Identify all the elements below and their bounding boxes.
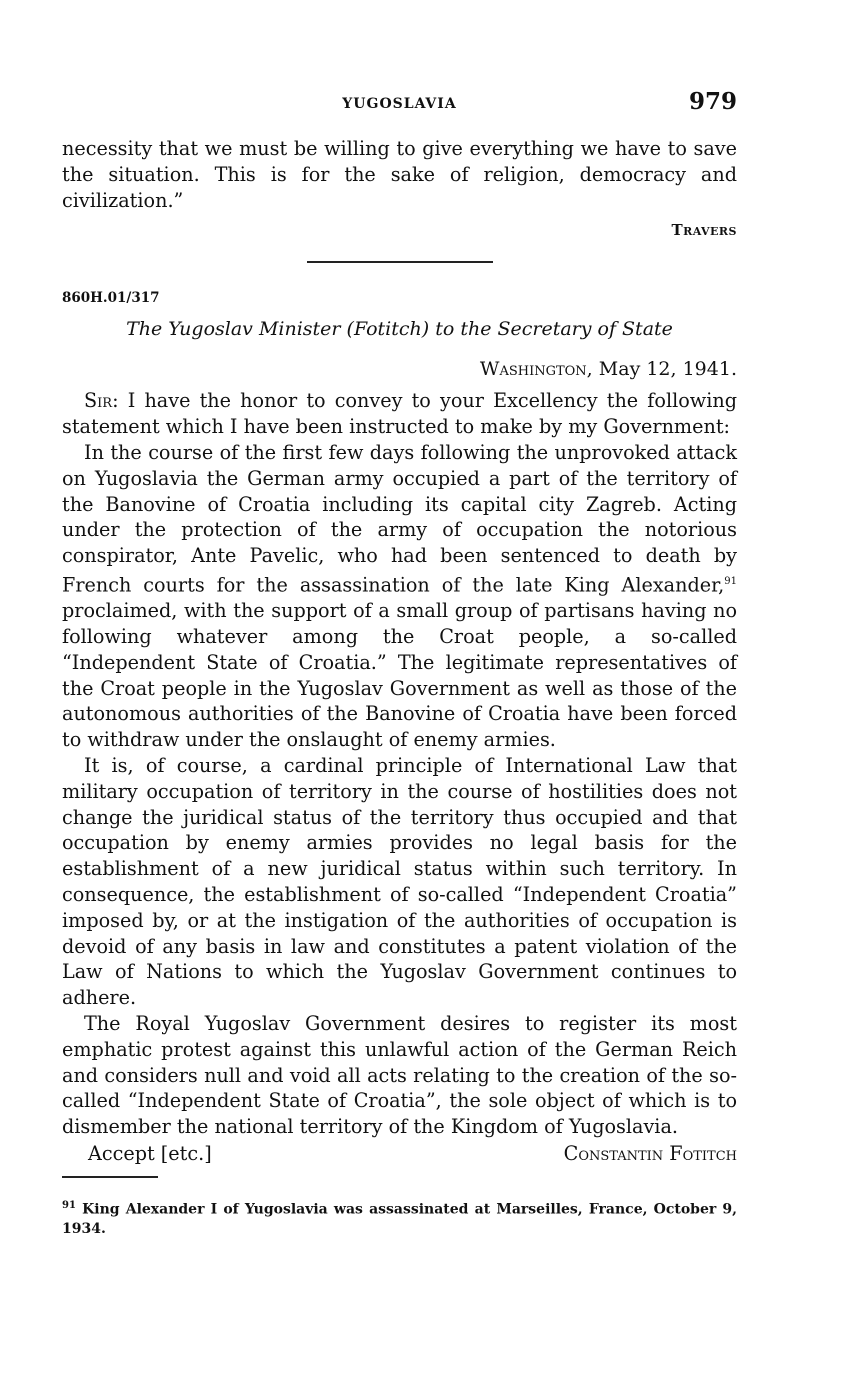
- para1-text-before-note: In the course of the first few days following the unprovoked attack on Yugoslavia the German army occupied a part of the territory of the Banovine of Croatia including its capital city Zagreb. Acting under the protection of the army of occupation the notorious conspirator, Ante Pavelic, who had been sentenced to death by French courts for the assassination of the late King Alexander,: [62, 440, 737, 597]
- body-paragraph-1: [62, 440, 737, 753]
- running-header: [62, 88, 737, 122]
- footnote-reference: 91: [724, 575, 737, 587]
- closing-phrase: Accept [etc.]: [88, 1141, 212, 1165]
- document-page: [62, 88, 737, 1253]
- body-paragraph-3: The Royal Yugoslav Government desires to register its most emphatic protest against this unlawful action of the German Reich and considers null and void all acts relating to the creation of the so-called “Independent State of Croatia”, the sole object of which is to dismember the national territory of the Kingdom of Yugoslavia.: [62, 1011, 737, 1139]
- dateline: [62, 358, 737, 380]
- section-divider: [307, 261, 493, 263]
- continuation-paragraph: necessity that we must be willing to give everything we have to save the situation. This is for the sake of religion, democracy and civilization.”: [62, 137, 737, 212]
- dateline-place: Washington,: [479, 358, 593, 381]
- file-number: 860H.01/317: [62, 290, 160, 307]
- footnote: [62, 1196, 737, 1239]
- footnote-marker: 91: [62, 1199, 76, 1211]
- dateline-date: May 12, 1941.: [598, 358, 737, 381]
- para1-text-after-note: proclaimed, with the support of a small group of partisans having no following whatever among the Croat people, a so-called “Independent State of Croatia.” The legitimate representatives of the Croat people in the Yugoslav Government as well as those of the autonomous authorities of the Banovine of Croatia have been forced to withdraw under the onslaught of enemy armies.: [62, 599, 737, 752]
- footnote-text: King Alexander I of Yugoslavia was assassinated at Marseilles, France, October 9, 1934.: [62, 1201, 738, 1237]
- signature: Constantin Fotitch: [563, 1141, 737, 1165]
- closing-row: [62, 1142, 737, 1170]
- opening-paragraph: [62, 388, 737, 440]
- running-title: YUGOSLAVIA: [342, 96, 457, 112]
- body-paragraph-2: It is, of course, a cardinal principle of International Law that military occupation of territory in the course of hostilities does not change the juridical status of the territory thus occupied and that occupation by enemy armies provides no legal basis for the establishment of a new juridical status within such territory. In consequence, the establishment of so-called “Independent Croatia” imposed by, or at the instigation of the authorities of occupation is devoid of any basis in law and constitutes a patent violation of the Law of Nations to which the Yugoslav Government continues to adhere.: [62, 753, 737, 1010]
- salutation: Sir:: [84, 389, 119, 413]
- footnote-divider: [62, 1176, 158, 1178]
- previous-signature: Travers: [671, 221, 737, 240]
- opening-text: I have the honor to convey to your Excellency the following statement which I have been instructed to make by my Government:: [62, 389, 737, 439]
- document-title: The Yugoslav Minister (Fotitch) to the Secretary of State: [126, 318, 673, 341]
- page-number: 979: [688, 88, 737, 115]
